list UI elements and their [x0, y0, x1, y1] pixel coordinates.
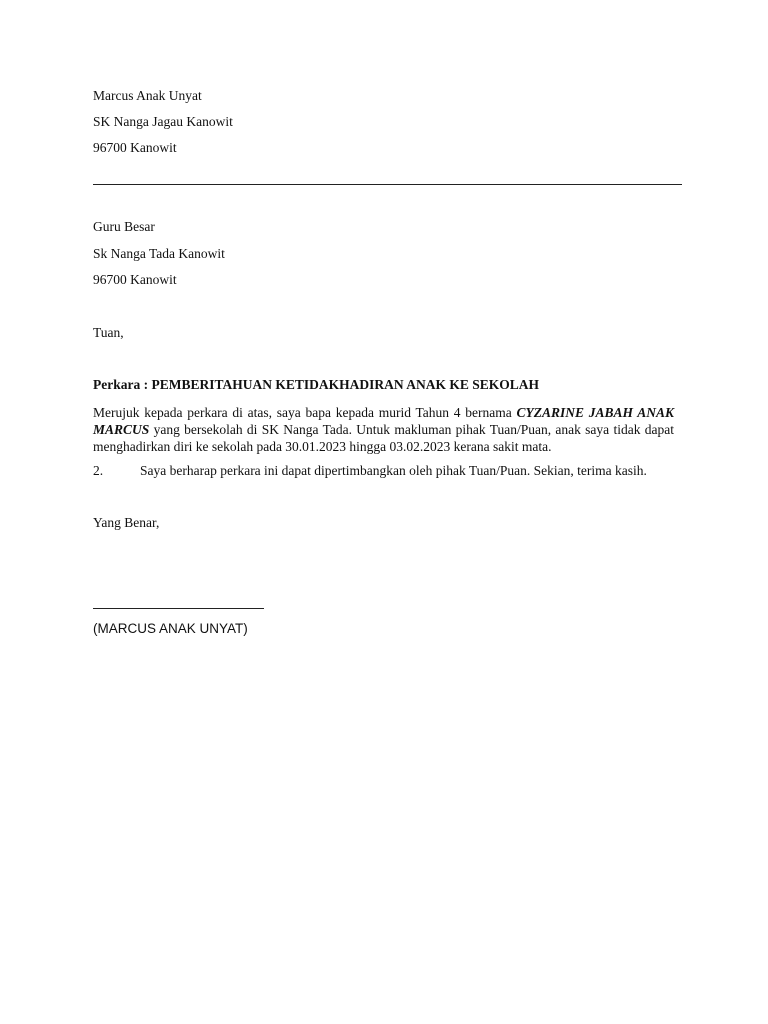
- paragraph-two-text: Saya berharap perkara ini dapat dipertimbangkan oleh pihak Tuan/Puan. Sekian, terima kasih.: [140, 463, 647, 478]
- salutation: Tuan,: [93, 325, 124, 340]
- signature-name: (MARCUS ANAK UNYAT): [93, 621, 248, 636]
- signature-line: [93, 608, 264, 609]
- student-name: CYZARINE JABAH ANAK MARCUS: [93, 405, 674, 437]
- recipient-title: Guru Besar: [93, 219, 155, 234]
- sender-postcode-town: 96700 Kanowit: [93, 140, 177, 155]
- sender-school: SK Nanga Jagau Kanowit: [93, 114, 233, 129]
- sender-name: Marcus Anak Unyat: [93, 88, 202, 103]
- paragraph-two-number: 2.: [93, 463, 104, 478]
- header-divider: [93, 184, 682, 185]
- recipient-school: Sk Nanga Tada Kanowit: [93, 246, 225, 261]
- paragraph-one: [93, 404, 674, 455]
- recipient-postcode-town: 96700 Kanowit: [93, 272, 177, 287]
- subject-line: Perkara : PEMBERITAHUAN KETIDAKHADIRAN ANAK KE SEKOLAH: [93, 377, 540, 392]
- paragraph-two: [93, 462, 647, 479]
- paragraph-one-body: yang bersekolah di SK Nanga Tada. Untuk makluman pihak Tuan/Puan, anak saya tidak dapat menghadirkan diri ke sekolah pada 30.01.2023 hingga 03.02.2023 kerana sakit mata.: [93, 422, 674, 454]
- closing: Yang Benar,: [93, 515, 160, 530]
- paragraph-one-intro: Merujuk kepada perkara di atas, saya bapa kepada murid Tahun 4 bernama: [93, 405, 517, 420]
